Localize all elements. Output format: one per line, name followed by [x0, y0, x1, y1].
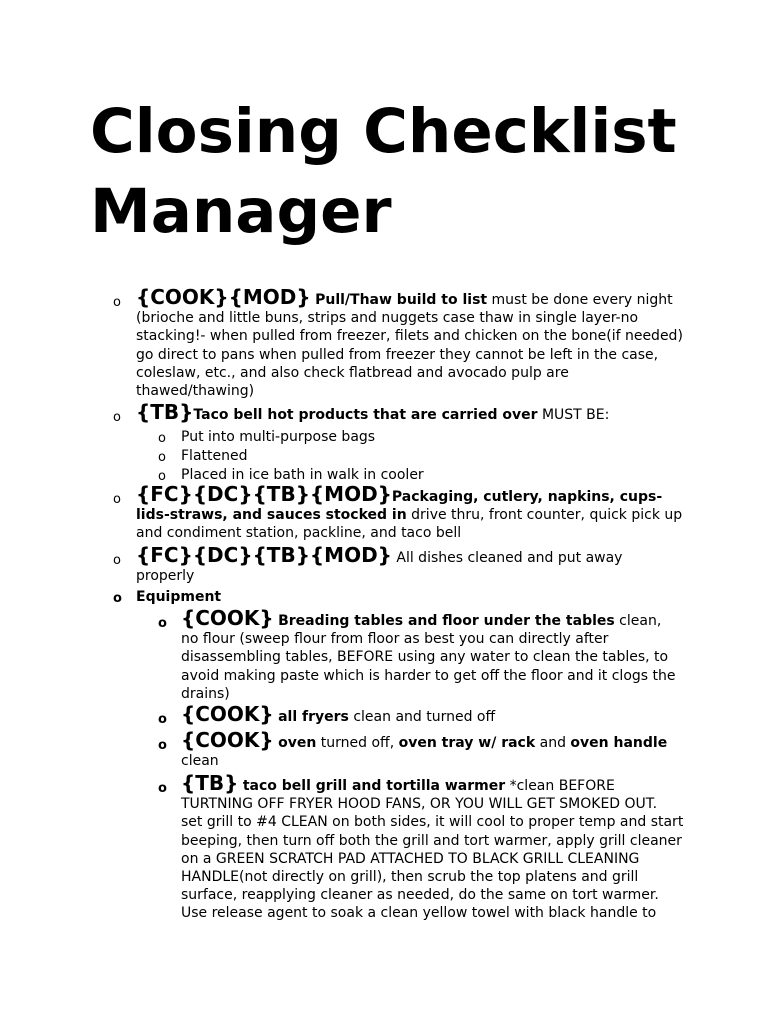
- item-bold-text: oven: [278, 735, 317, 751]
- item-bold-text: oven handle: [570, 735, 668, 751]
- item-bold-text: Pull/Thaw build to list: [315, 292, 488, 308]
- item-line: avoid making paste which is harder to get off the floor and it clogs the: [181, 667, 676, 684]
- item-line: TURTNING OFF FRYER HOOD FANS, OR YOU WILL GET SMOKED OUT.: [181, 796, 658, 813]
- hollow-bullet-icon: o: [113, 553, 121, 568]
- item-line: beeping, then turn off both the grill and tort warmer, apply grill cleaner: [181, 832, 682, 849]
- item-line: disassembling tables, BEFORE using any water to clean the tables, to: [181, 649, 669, 666]
- item-line: set grill to #4 CLEAN on both sides, it will cool to proper temp and start: [181, 814, 684, 831]
- role-tag: {COOK}{MOD}: [136, 285, 311, 309]
- item-line: (brioche and little buns, strips and nuggets case thaw in single layer-no: [136, 310, 639, 327]
- title-line-1: Closing Checklist: [90, 96, 677, 167]
- checklist-item-taco-bell-carryover: [113, 400, 684, 425]
- item-text: must be done every night: [491, 292, 673, 308]
- item-first-line: [181, 771, 686, 795]
- title-line-2: Manager: [90, 176, 392, 247]
- equipment-item-oven: [158, 728, 686, 770]
- hollow-bullet-icon: o: [113, 591, 122, 606]
- item-line: surface, reapplying cleaner as needed, do the same on tort warmer.: [181, 887, 659, 904]
- hollow-bullet-icon: o: [158, 738, 167, 753]
- item-line: HANDLE(not directly on grill), then scrub the top platens and grill: [181, 869, 639, 886]
- item-line: no flour (sweep flour from floor as best you can directly after: [181, 631, 609, 648]
- item-first-line: [181, 728, 686, 752]
- hollow-bullet-icon: o: [158, 450, 166, 465]
- section-equipment: [113, 588, 684, 606]
- role-tag: {FC}{DC}{TB}{MOD}: [136, 543, 392, 567]
- equipment-item-grill: [158, 771, 686, 923]
- item-text: turned off,: [320, 735, 395, 751]
- hollow-bullet-icon: o: [158, 616, 167, 631]
- equipment-item-fryers: [158, 702, 686, 727]
- item-bold-text: lids-straws, and sauces stocked in: [136, 507, 407, 524]
- item-bold-text: Packaging, cutlery, napkins, cups-: [391, 489, 663, 505]
- equipment-item-breading-tables: [158, 606, 686, 703]
- item-bold-text: oven tray w/ rack: [398, 735, 536, 751]
- role-tag: {TB}: [181, 771, 239, 795]
- hollow-bullet-icon: o: [113, 410, 121, 425]
- item-line: stacking!- when pulled from freezer, filets and chicken on the bone(if needed): [136, 328, 683, 345]
- role-tag: {FC}{DC}{TB}{MOD}: [136, 482, 392, 506]
- hollow-bullet-icon: o: [158, 469, 166, 484]
- item-first-line: [181, 606, 686, 630]
- hollow-bullet-icon: o: [113, 295, 121, 310]
- item-text: clean,: [619, 613, 662, 629]
- checklist-item-dishes: [113, 543, 684, 585]
- item-first-line: [181, 702, 686, 726]
- hollow-bullet-icon: o: [158, 781, 167, 796]
- item-first-line: [136, 400, 684, 424]
- role-tag: {COOK}: [181, 702, 274, 726]
- item-bold-text: Breading tables and floor under the tables: [278, 613, 615, 629]
- role-tag: {COOK}: [181, 606, 274, 630]
- item-text: MUST BE:: [541, 407, 610, 423]
- section-label: Equipment: [136, 589, 222, 605]
- item-text: clean and turned off: [353, 709, 496, 725]
- item-text: All dishes cleaned and put away: [396, 550, 623, 566]
- hollow-bullet-icon: o: [158, 431, 166, 446]
- sub-item-text: Flattened: [181, 448, 248, 464]
- item-first-line: [136, 482, 684, 506]
- hollow-bullet-icon: o: [113, 492, 121, 507]
- item-line: on a GREEN SCRATCH PAD ATTACHED TO BLACK GRILL CLEANING: [181, 850, 640, 867]
- item-line: go direct to pans when pulled from freezer they cannot be left in the case,: [136, 346, 659, 363]
- item-line: drains): [181, 685, 230, 702]
- item-first-line: [136, 543, 684, 567]
- item-bold-text: Taco bell hot products that are carried over: [193, 407, 538, 423]
- item-line: clean: [181, 753, 219, 770]
- item-text: *clean BEFORE: [509, 778, 615, 794]
- item-bold-text: taco bell grill and tortilla warmer: [242, 778, 506, 794]
- item-line: properly: [136, 568, 195, 585]
- role-tag: {COOK}: [181, 728, 274, 752]
- sub-item-text: Put into multi-purpose bags: [181, 429, 376, 445]
- sub-item-text: Placed in ice bath in walk in cooler: [181, 467, 424, 483]
- role-tag: {TB}: [136, 400, 194, 424]
- item-first-line: [136, 285, 684, 309]
- item-line: Use release agent to soak a clean yellow towel with black handle to: [181, 905, 657, 922]
- item-bold-text: all fryers: [278, 709, 349, 725]
- item-line: and condiment station, packline, and taco bell: [136, 525, 462, 542]
- checklist-item-pull-thaw: [113, 285, 684, 400]
- page-title: [90, 92, 730, 252]
- item-line: coleslaw, etc., and also check flatbread and avocado pulp are: [136, 364, 569, 381]
- item-text: and: [539, 735, 566, 751]
- hollow-bullet-icon: o: [158, 712, 167, 727]
- sub-item: [158, 428, 686, 446]
- checklist-item-packaging: [113, 482, 684, 543]
- item-text: drive thru, front counter, quick pick up: [411, 507, 683, 524]
- item-line: thawed/thawing): [136, 383, 255, 400]
- sub-item: [158, 447, 686, 465]
- item-line: [136, 506, 684, 524]
